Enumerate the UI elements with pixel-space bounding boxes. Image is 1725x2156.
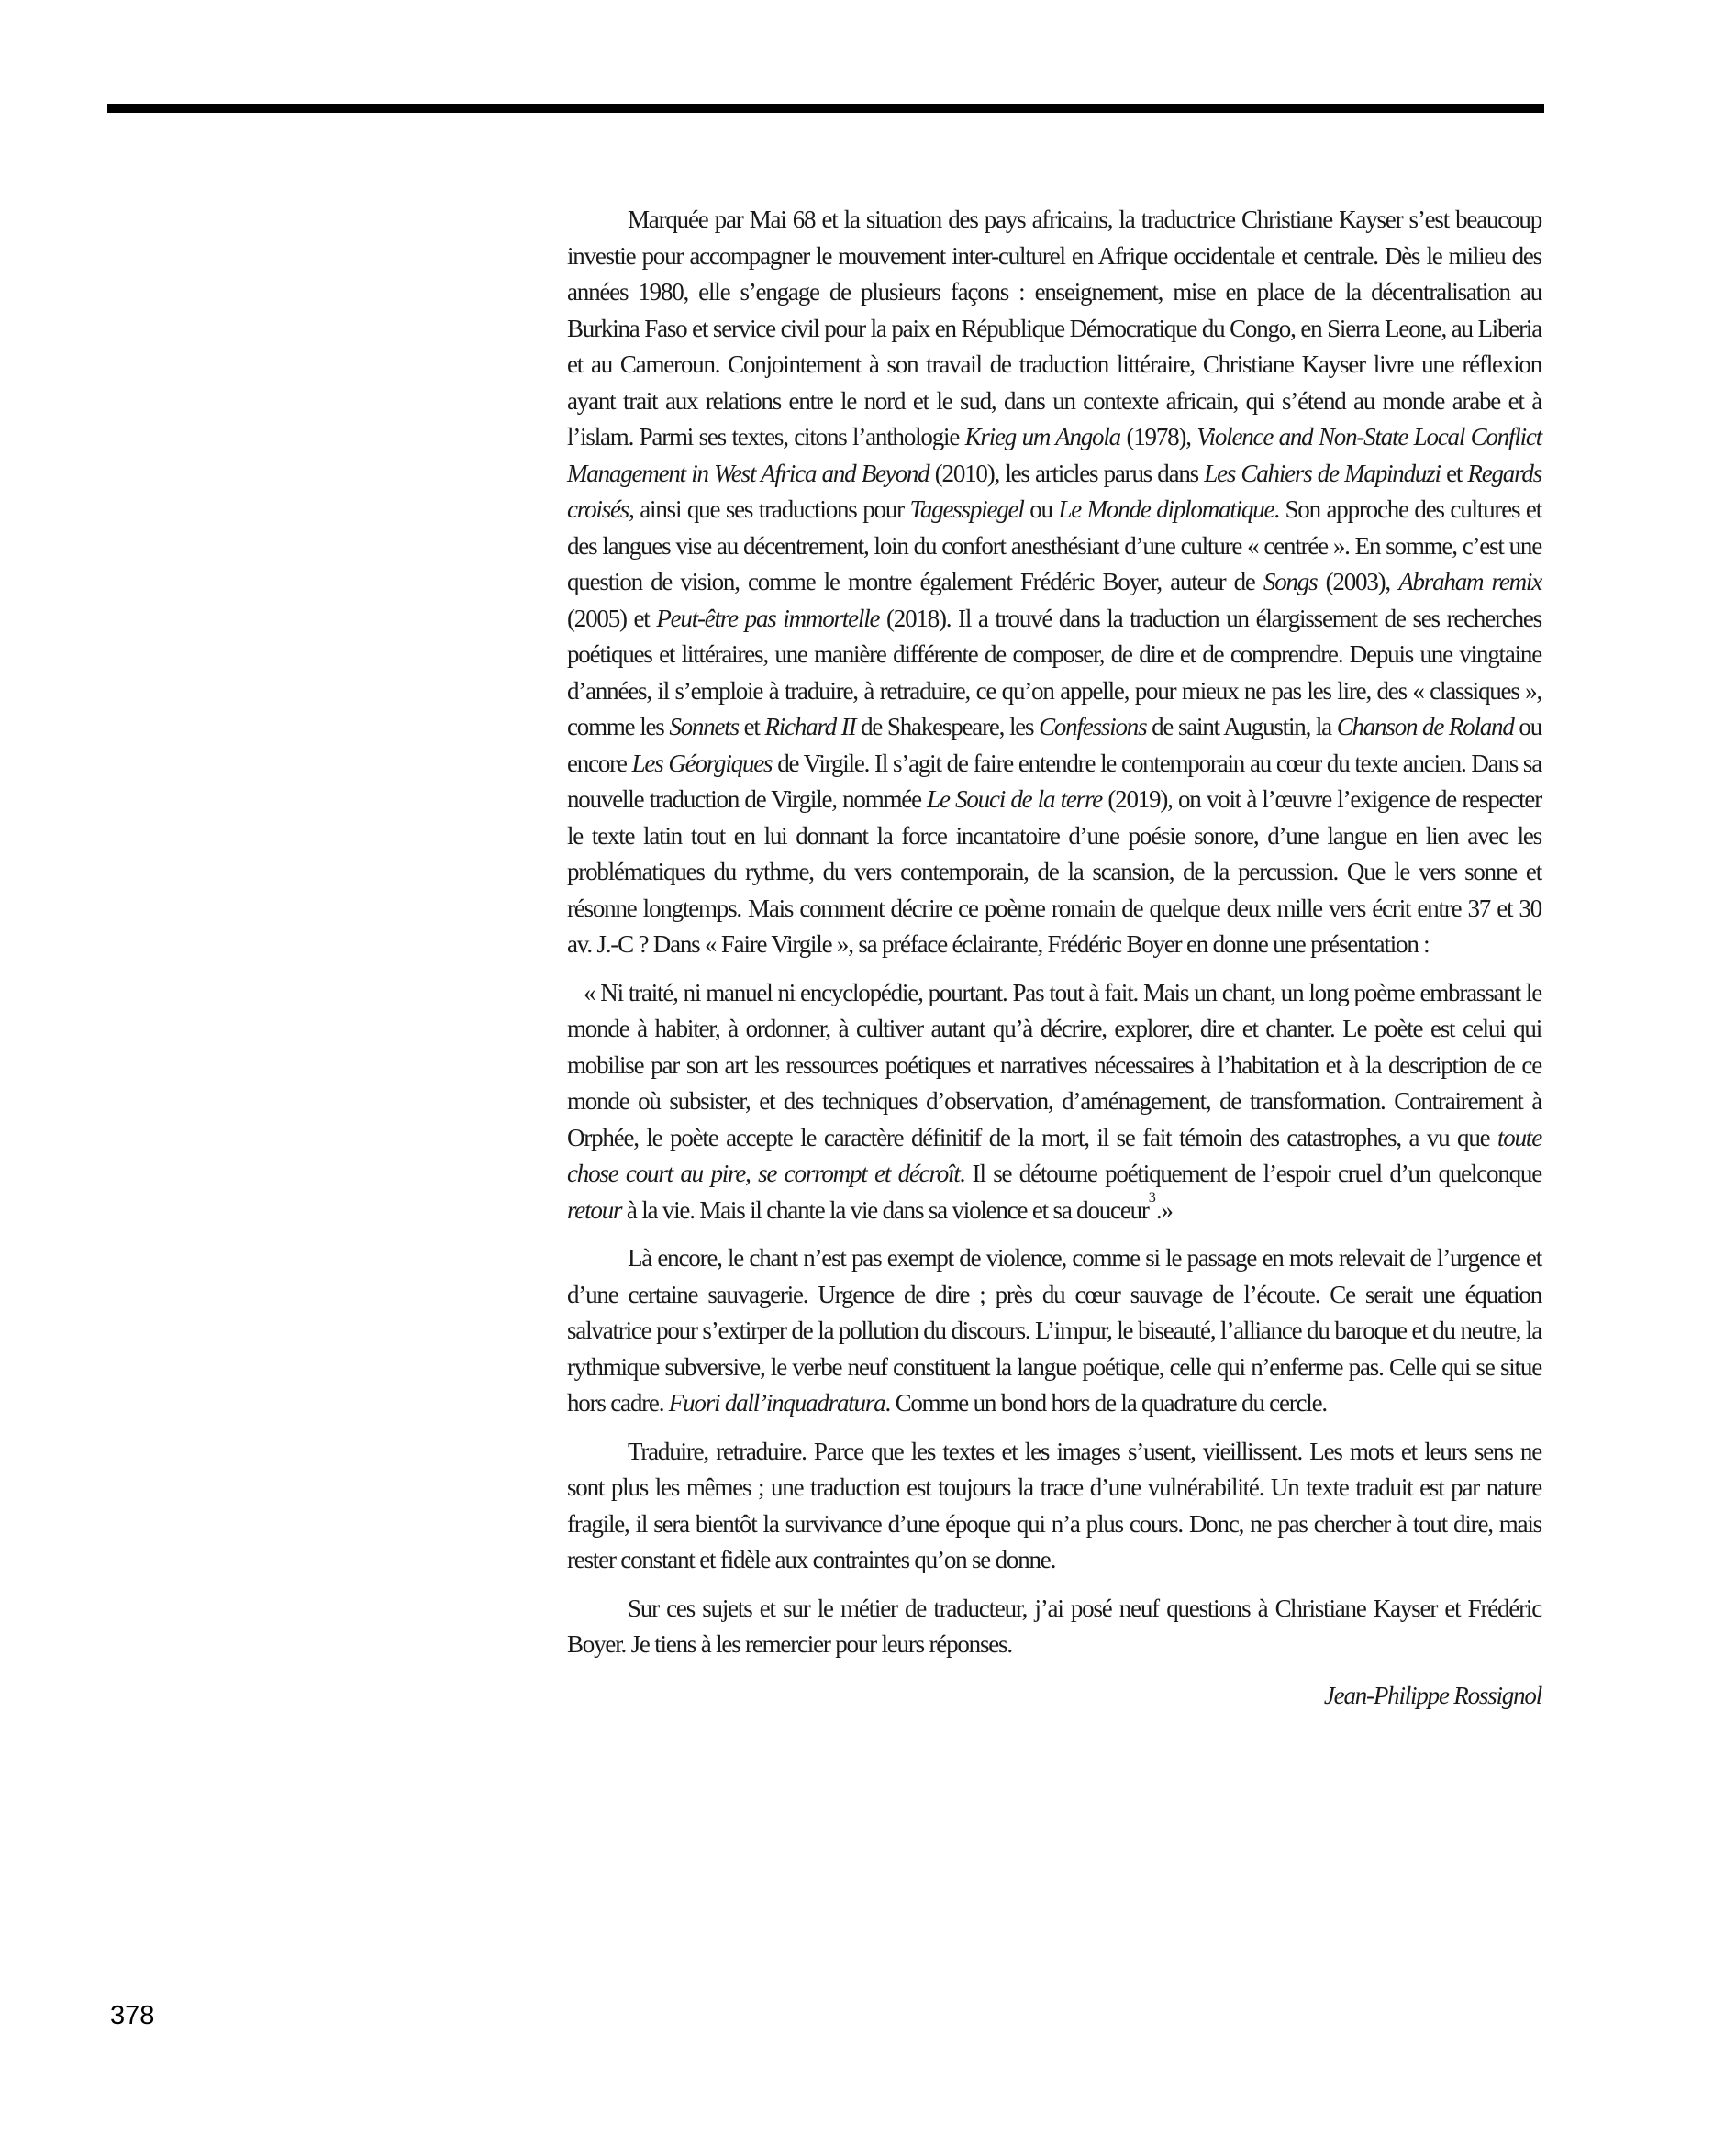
text-segment: ou	[1023, 495, 1059, 523]
page-number: 378	[110, 2001, 155, 2030]
text-segment: Sur ces sujets et sur le métier de traducteur, j’ai posé neuf questions à Christiane Kayser et Frédéric Boyer. Je tiens à les remercier pour leurs réponses.	[567, 1594, 1541, 1658]
text-segment: . Comme un bond hors de la quadrature du cercle.	[885, 1389, 1327, 1417]
text-segment: « Ni traité, ni manuel ni encyclopédie, pourtant. Pas tout à fait. Mais un chant, un long poème embrassant le monde à habiter, à ordonner, à cultiver autant qu’à décrire, explorer, dire et chanter. Le poète est celui qui mobilise par son art les ressources poétiques et narratives nécessaires à l’habitation et à la description de ce monde où subsister, et des techniques d’observation, d’aménagement, de transformation. Contrairement à Orphée, le poète accepte le caractère définitif de la mort, il se fait témoin des catastrophes, a vu que	[567, 978, 1541, 1151]
text-segment: et	[1440, 459, 1468, 487]
italic-text-segment: Le Souci de la terre	[927, 785, 1103, 813]
text-segment: ou encore	[567, 713, 1542, 777]
text-segment: Marquée par Mai 68 et la situation des pays africains, la traductrice Christiane Kayser s’est beaucoup investie pour accompagner le mouvement inter-culturel en Afrique occidentale et centrale. Dès le milieu des années 1980, elle s’engage de plusieurs façons : enseignement, mise en place de la décentralisation au Burkina Faso et service civil pour la paix en République Démocratique du Congo, en Sierra Leone, au Liberia et au Cameroun. Conjointement à son travail de traduction littéraire, Christiane Kayser livre une réflexion ayant trait aux relations entre le nord et le sud, dans un contexte africain, qui s’étend au monde arabe et à l’islam. Parmi ses textes, citons l’anthologie	[567, 206, 1541, 450]
body-paragraph	[567, 1591, 1541, 1663]
text-segment: (2005) et	[567, 604, 657, 632]
text-segment: .»	[1155, 1195, 1173, 1224]
italic-text-segment: Songs	[1263, 568, 1318, 595]
text-segment: de Shakespeare, les	[855, 713, 1040, 740]
text-segment: (1978),	[1119, 423, 1197, 450]
italic-text-segment: retour	[567, 1195, 622, 1224]
italic-text-segment: Abraham remix	[1398, 568, 1541, 595]
text-segment: (2010), les articles parus dans	[929, 459, 1205, 487]
italic-text-segment: Richard II	[764, 713, 856, 740]
italic-text-segment: Fuori dall’inquadratura	[668, 1389, 885, 1417]
body-paragraph	[567, 1240, 1541, 1422]
italic-text-segment: toute chose court au pire, se corrompt et décroît	[567, 1123, 1541, 1187]
text-segment: de saint Augustin, la	[1146, 713, 1337, 740]
paragraphs-container	[567, 202, 1541, 1663]
footnote-marker: 3	[1148, 1188, 1156, 1206]
blockquote-paragraph	[567, 975, 1541, 1229]
text-segment: de Virgile. Il s’agit de faire entendre le contemporain au cœur du texte ancien. Dans sa nouvelle traduction de Virgile, nommée	[567, 749, 1541, 813]
italic-text-segment: Chanson de Roland	[1336, 713, 1514, 740]
italic-text-segment: Regards croisés	[567, 459, 1541, 523]
italic-text-segment: Confessions	[1039, 713, 1147, 740]
italic-text-segment: Tagesspiegel	[909, 495, 1024, 523]
body-paragraph	[567, 202, 1541, 963]
text-segment: à la vie. Mais il chante la vie dans sa violence et sa douceur	[621, 1195, 1149, 1224]
text-segment: Traduire, retraduire. Parce que les textes et les images s’usent, vieillissent. Les mots et leurs sens ne sont plus les mêmes ; une traduction est toujours la trace d’une vulnérabilité. Un texte traduit est par nature fragile, il sera bientôt la survivance d’une époque qui n’a plus cours. Donc, ne pas chercher à tout dire, mais rester constant et fidèle aux contraintes qu’on se donne.	[567, 1437, 1541, 1573]
italic-text-segment: Violence and Non-State Local Conflict Management in West Africa and Beyond	[567, 423, 1542, 487]
italic-text-segment: Les Géorgiques	[631, 749, 773, 777]
text-segment: et	[738, 713, 765, 740]
text-segment: (2003),	[1317, 568, 1399, 595]
italic-text-segment: Le Monde diplomatique	[1058, 495, 1274, 523]
article-body	[567, 202, 1541, 1714]
body-paragraph	[567, 1434, 1541, 1579]
text-segment: , ainsi que ses traductions pour	[629, 495, 910, 523]
header-rule	[107, 104, 1544, 113]
text-segment: . Il se détourne poétiquement de l’espoir cruel d’un quelconque	[959, 1160, 1542, 1187]
text-segment: (2018). Il a trouvé dans la traduction un élargissement de ses recherches poétiques et littéraires, une manière différente de composer, de dire et de comprendre. Depuis une vingtaine d’années, il s’emploie à traduire, à retraduire, ce qu’on appelle, pour mieux ne pas les lire, des « classiques », comme les	[567, 604, 1541, 740]
text-segment: (2019), on voit à l’œuvre l’exigence de respecter le texte latin tout en lui donnant la force incantatoire d’une poésie sonore, d’une langue en lien avec les problématiques du rythme, du vers contemporain, de la scansion, de la percussion. Que le vers sonne et résonne longtemps. Mais comment décrire ce poème romain de quelque deux mille vers écrit entre 37 et 30 av. J.-C ? Dans « Faire Virgile », sa préface éclairante, Frédéric Boyer en donne une présentation :	[567, 785, 1541, 958]
text-segment: Là encore, le chant n’est pas exempt de violence, comme si le passage en mots relevait de l’urgence et d’une certaine sauvagerie. Urgence de dire ; près du cœur sauvage de l’écoute. Ce serait une équation salvatrice pour s’extirper de la pollution du discours. L’impur, le biseauté, l’alliance du baroque et du neutre, la rythmique subversive, le verbe neuf constituent la langue poétique, celle qui n’enferme pas. Celle qui se situe hors cadre.	[567, 1244, 1541, 1417]
italic-text-segment: Krieg um Angola	[964, 423, 1120, 450]
italic-text-segment: Sonnets	[669, 713, 739, 740]
author-signature: Jean-Philippe Rossignol	[1323, 1681, 1541, 1709]
text-segment: . Son approche des cultures et des langues vise au décentrement, loin du confort anesthésiant d’une culture « centrée ». En somme, c’est une question de vision, comme le montre également Frédéric Boyer, auteur de	[567, 495, 1541, 595]
italic-text-segment: Peut-être pas immortelle	[656, 604, 880, 632]
italic-text-segment: Les Cahiers de Mapinduzi	[1204, 459, 1441, 487]
